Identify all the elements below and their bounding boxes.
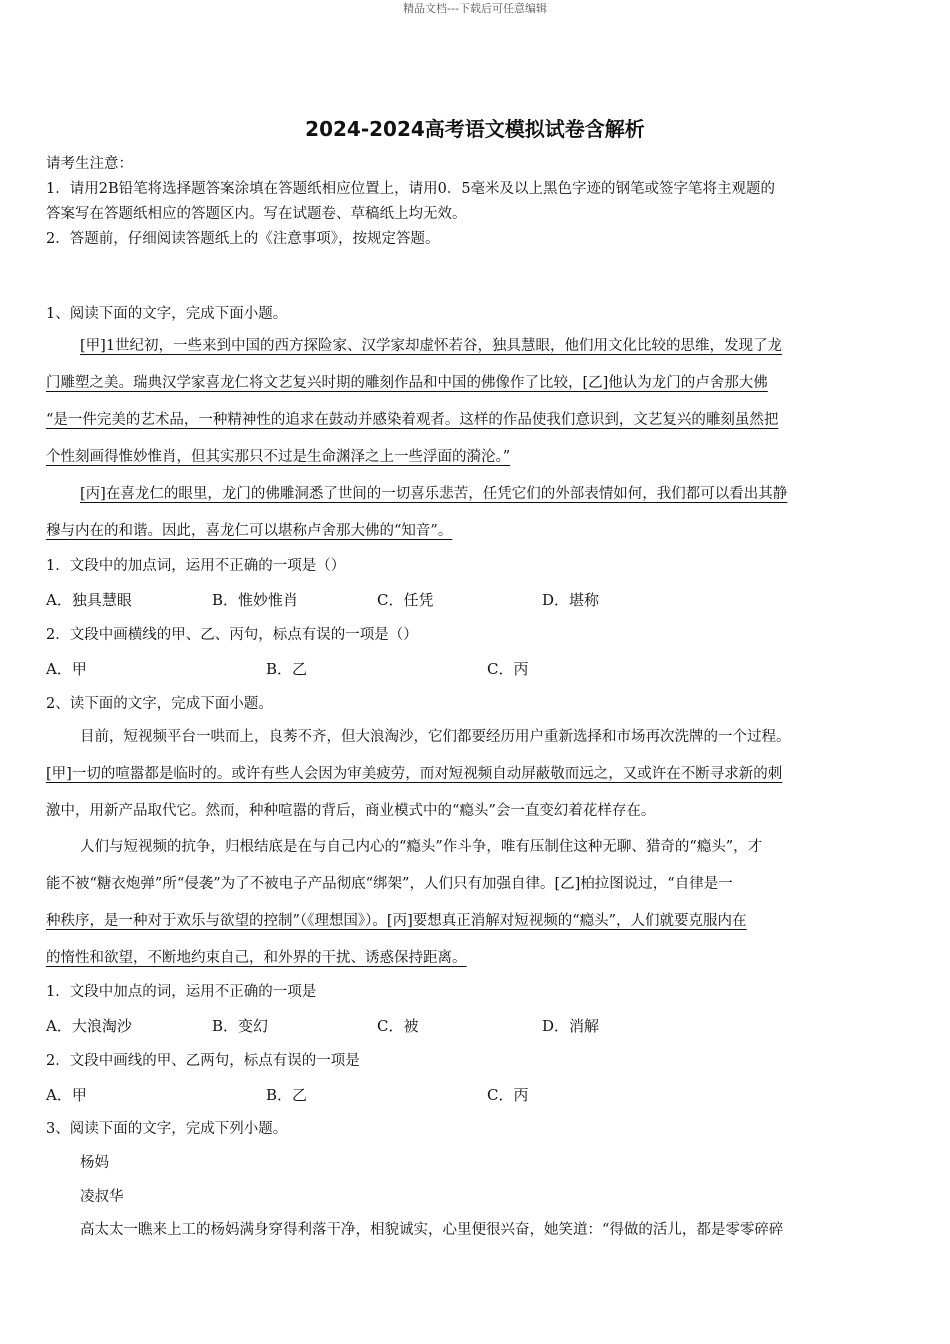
notice-item-1-line-2: 答案写在答题纸相应的答题区内。写在试题卷、草稿纸上均无效。 bbox=[46, 206, 467, 222]
q1-sub-question-1: 1．文段中的加点词，运用不正确的一项是（） bbox=[46, 558, 346, 574]
q3-intro: 3、阅读下面的文字，完成下列小题。 bbox=[46, 1121, 288, 1137]
notice-heading: 请考生注意： bbox=[46, 156, 133, 172]
q2-sentence-yi: 能不被“糖衣炮弹”所“侵袭”为了不被电子产品彻底“绑架”，人们只有加强自律。[乙]柏拉图说过，“自律是一 bbox=[46, 876, 733, 892]
document-title: 2024-2024高考语文模拟试卷含解析 bbox=[305, 117, 645, 141]
q1-passage-line bbox=[46, 371, 902, 392]
q2-sub-question-1: 1．文段中加点的词，运用不正确的一项是 bbox=[46, 984, 317, 1000]
q1-passage-line bbox=[46, 519, 452, 540]
option-c[interactable]: C．丙 bbox=[487, 1086, 529, 1104]
option-b[interactable]: B．乙 bbox=[266, 660, 308, 678]
option-b[interactable]: B．乙 bbox=[266, 1086, 308, 1104]
option-a[interactable]: A．甲 bbox=[46, 660, 87, 678]
q1-intro: 1、阅读下面的文字，完成下面小题。 bbox=[46, 306, 288, 322]
q1-quote-end: 个性刻画得惟妙惟肖，但其实那只不过是生命渊泽之上一些浮面的漪沦。” bbox=[46, 449, 511, 465]
page-header: 精品文档---下载后可任意编辑 bbox=[403, 2, 547, 15]
option-a[interactable]: A．甲 bbox=[46, 1086, 87, 1104]
option-c[interactable]: C．任凭 bbox=[377, 591, 434, 609]
option-d[interactable]: D．堪称 bbox=[542, 591, 600, 609]
q1-passage-line bbox=[46, 408, 902, 429]
q1-sub2-options bbox=[46, 658, 902, 678]
q2-passage-line bbox=[46, 872, 902, 893]
option-a[interactable]: A．大浪淘沙 bbox=[46, 1017, 132, 1035]
q2-sentence-jia: [甲]一切的喧嚣都是临时的。或许有些人会因为审美疲劳，而对短视频自动屏蔽敬而远之，又或许在不断寻求新的刺 bbox=[46, 766, 783, 782]
q2-passage-line: 目前，短视频平台一哄而上，良莠不齐，但大浪淘沙，它们都要经历用户重新选择和市场再次洗牌的一个过程。 bbox=[80, 729, 791, 745]
q1-sentence-bing: [丙]在喜龙仁的眼里，龙门的佛雕洞悉了世间的一切喜乐悲苦，任凭它们的外部表情如何，我们都可以看出其静 bbox=[80, 486, 788, 502]
q1-passage-line bbox=[46, 445, 510, 466]
q2-sentence-bing: 种秩序，是一种对于欢乐与欲望的控制”（《理想国》）。[丙]要想真正消解对短视频的“瘾头”，人们就要克服内在 bbox=[46, 913, 747, 929]
q2-passage-line: 激中，用新产品取代它。然而，种种喧嚣的背后，商业模式中的“瘾头”会一直变幻着花样存在。 bbox=[46, 803, 656, 819]
q2-passage-line bbox=[46, 762, 902, 783]
notice-item-2: 2．答题前，仔细阅读答题纸上的《注意事项》，按规定答题。 bbox=[46, 231, 440, 247]
option-d[interactable]: D．消解 bbox=[542, 1017, 600, 1035]
option-b[interactable]: B．惟妙惟肖 bbox=[212, 591, 299, 609]
q2-intro: 2、读下面的文字，完成下面小题。 bbox=[46, 696, 273, 712]
option-b[interactable]: B．变幻 bbox=[212, 1017, 269, 1035]
option-a[interactable]: A．独具慧眼 bbox=[46, 591, 132, 609]
q2-passage-line: 人们与短视频的抗争，归根结底是在与自己内心的“瘾头”作斗争，唯有压制住这种无聊、猎奇的“瘾头”，才 bbox=[80, 839, 763, 855]
q2-sub1-options bbox=[46, 1015, 902, 1035]
q1-sentence-jia: [甲]1世纪初，一些来到中国的西方探险家、汉学家却虚怀若谷，独具慧眼，他们用文化比较的思维，发现了龙 bbox=[80, 338, 783, 354]
q2-sentence-bing-end: 的惰性和欲望，不断地约束自己，和外界的干扰、诱惑保持距离。 bbox=[46, 950, 467, 966]
q1-passage-line bbox=[80, 334, 902, 355]
story-author: 凌叔华 bbox=[80, 1189, 124, 1205]
option-c[interactable]: C．被 bbox=[377, 1017, 419, 1035]
q2-sub2-options bbox=[46, 1084, 902, 1104]
story-title: 杨妈 bbox=[80, 1155, 109, 1171]
q1-sub1-options bbox=[46, 589, 902, 609]
q1-quote: “是一件完美的艺术品，一种精神性的追求在鼓动并感染着观者。这样的作品使我们意识到，文艺复兴的雕刻虽然把 bbox=[46, 412, 779, 428]
q2-sub-question-2: 2．文段中画线的甲、乙两句，标点有误的一项是 bbox=[46, 1053, 360, 1069]
option-c[interactable]: C．丙 bbox=[487, 660, 529, 678]
notice-item-1-line-1: 1．请用2B铅笔将选择题答案涂填在答题纸相应位置上，请用0．5毫米及以上黑色字迹的钢笔或签字笔将主观题的 bbox=[46, 181, 776, 197]
q1-passage-line bbox=[80, 482, 902, 503]
q1-sentence-bing-end: 穆与内在的和谐。因此，喜龙仁可以堪称卢舍那大佛的“知音”。 bbox=[46, 523, 453, 539]
q2-passage-line bbox=[46, 946, 467, 967]
story-paragraph-line: 高太太一瞧来上工的杨妈满身穿得利落干净，相貌诚实，心里便很兴奋，她笑道：“得做的活儿，都是零零碎碎 bbox=[80, 1222, 784, 1238]
q1-sentence-yi: 门雕塑之美。瑞典汉学家喜龙仁将文艺复兴时期的雕刻作品和中国的佛像作了比较，[乙]他认为龙门的卢舍那大佛 bbox=[46, 375, 768, 391]
q1-sub-question-2: 2．文段中画横线的甲、乙、丙句，标点有误的一项是（） bbox=[46, 627, 418, 643]
q2-passage-line bbox=[46, 909, 902, 930]
